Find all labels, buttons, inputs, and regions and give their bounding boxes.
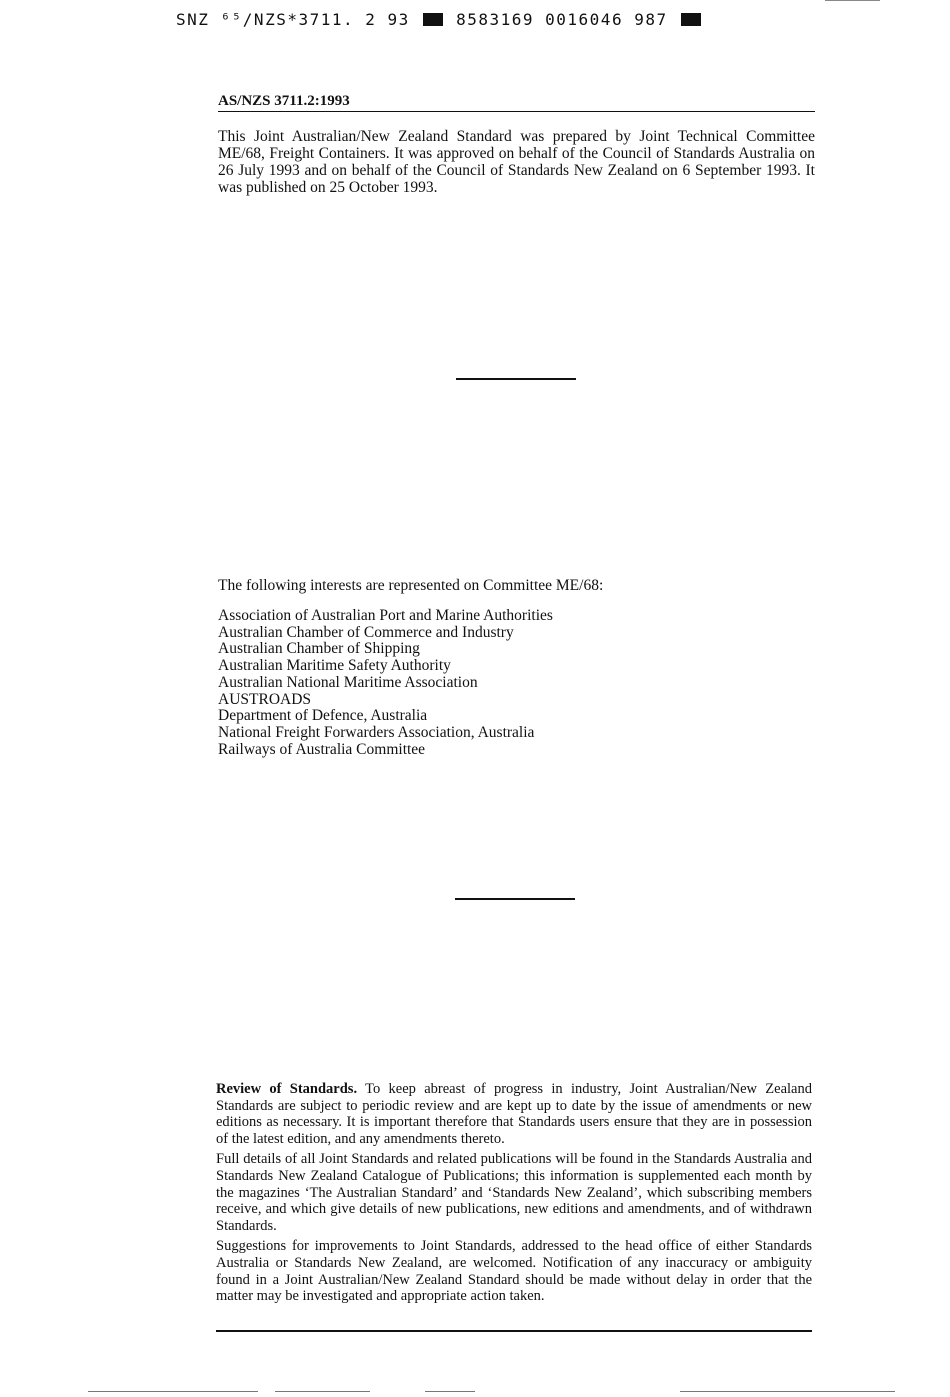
section-divider: [456, 378, 576, 380]
bottom-rule: [216, 1330, 812, 1332]
review-paragraph-1: [216, 1081, 812, 1147]
list-item: Australian Maritime Safety Authority: [218, 657, 451, 675]
review-paragraph-2: Full details of all Joint Standards and related publications will be found in the Standards Australia and Standards New Zealand Catalogue of Publications; this information is supplemented each month by the magazines ‘The Australian Standard’ and ‘Standards New Zealand’, which subscribing members receive, and which give details of new publications, new editions and amendments, and of withdrawn Standards.: [216, 1151, 812, 1234]
list-item: Department of Defence, Australia: [218, 707, 428, 725]
scan-header-part1: SNZ ⁶⁵/NZS*3711. 2 93: [176, 10, 410, 29]
scan-artifact-line: [275, 1391, 370, 1392]
scan-artifact-line: [425, 1391, 475, 1392]
list-item: National Freight Forwarders Association, Australia: [218, 723, 535, 741]
barcode-block-icon: [681, 13, 701, 26]
review-of-standards: [216, 1081, 812, 1309]
review-heading: Review of Standards.: [216, 1081, 358, 1097]
scan-artifact-line: [825, 0, 880, 1]
review-paragraph-3: Suggestions for improvements to Joint Standards, addressed to the head office of either Standards Australia or Standards New Zealand, are welcomed. Notification of any inaccuracy or ambiguity found in a Joint Australian/New Zealand Standard should be made without delay in order that the matter may be investigated and appropriate action taken.: [216, 1238, 812, 1305]
committee-intro: The following interests are represented on Committee ME/68:: [218, 577, 604, 594]
list-item: AUSTROADS: [218, 690, 312, 708]
scan-header-code: [176, 10, 703, 29]
list-item: Australian National Maritime Association: [218, 673, 478, 691]
scan-header-part2: 8583169 0016046 987: [456, 10, 668, 29]
scan-artifact-line: [680, 1391, 895, 1392]
list-item: Railways of Australia Committee: [218, 740, 426, 758]
list-item: Australian Chamber of Shipping: [218, 640, 420, 658]
preparation-note: This Joint Australian/New Zealand Standard was prepared by Joint Technical Committee ME/68, Freight Containers. It was approved on behalf of the Council of Standards Australia on 26 July 1993 and on behalf of the Council of Standards New Zealand on 6 September 1993. It was published on 25 October 1993.: [218, 128, 815, 196]
section-divider: [455, 898, 575, 900]
scan-artifact-line: [88, 1391, 258, 1392]
document-designation: AS/NZS 3711.2:1993: [218, 93, 815, 112]
committee-member-list: [218, 608, 553, 758]
list-item: Association of Australian Port and Marine Authorities: [218, 607, 553, 624]
barcode-block-icon: [423, 13, 443, 26]
review-text-1: To keep abreast of progress in industry, Joint Australian/New Zealand Standards are subject to periodic review and are kept up to date by the issue of amendments or new editions as necessary. It is important therefore that Standards users ensure that they are in possession of the latest edition, and any amendments thereto.: [216, 1081, 812, 1147]
list-item: Australian Chamber of Commerce and Industry: [218, 623, 514, 641]
